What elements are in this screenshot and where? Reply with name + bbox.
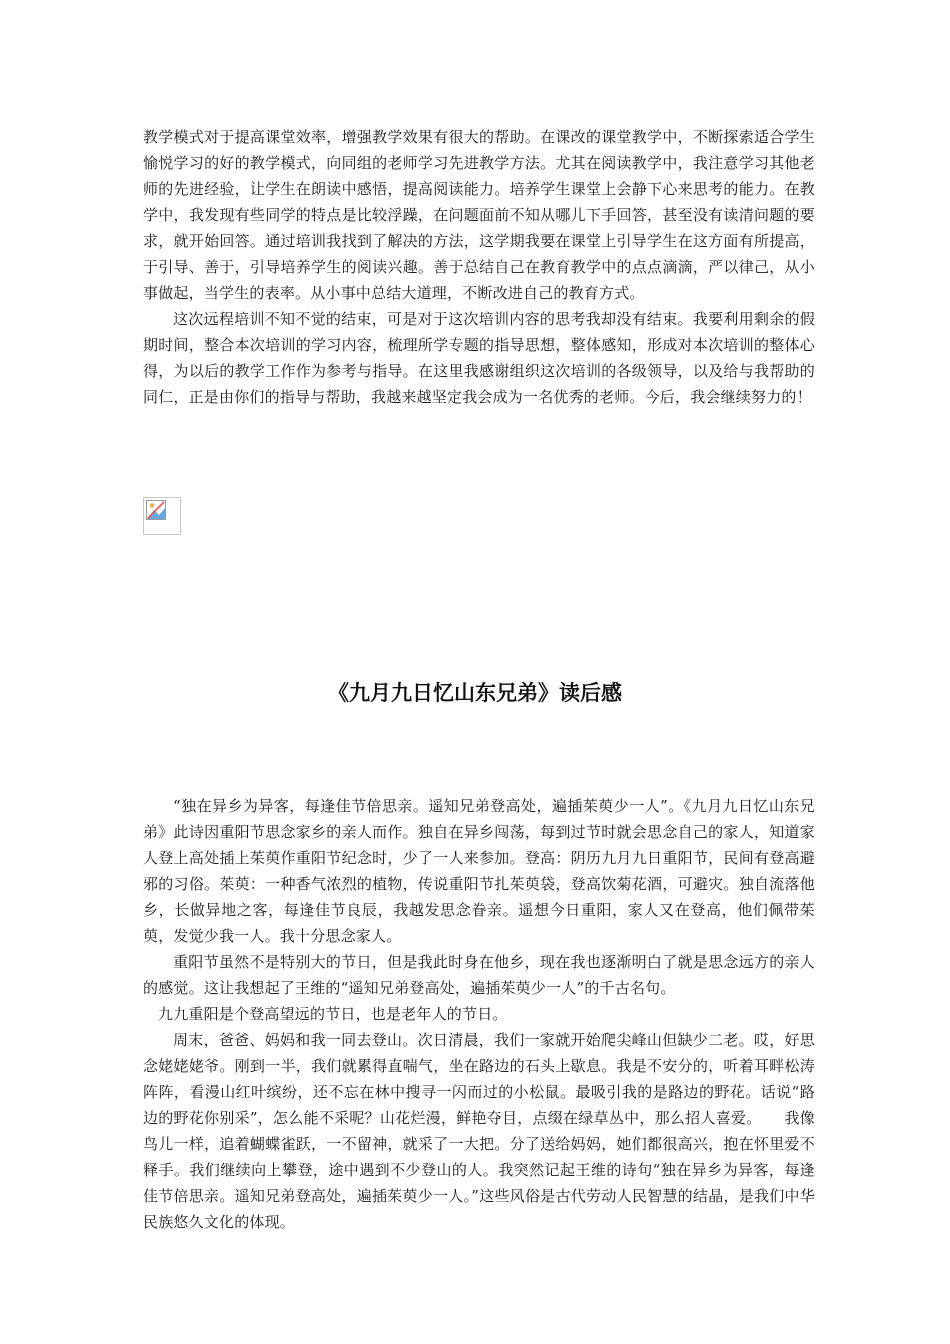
- paragraph-training-conclusion: 这次远程培训不知不觉的结束，可是对于这次培训内容的思考我却没有结束。我要利用剩余的假期时间，整合本次培训的学习内容，梳理所学专题的指导思想，整体感知，形成对本次培训的整体心得，为以后的教学工作作为参考与指导。在这里我感谢组织这次培训的各级领导，以及给与我帮助的同仁，正是由你们的指导与帮助，我越来越坚定我会成为一名优秀的老师。今后，我会继续努力的！: [143, 310, 815, 406]
- paragraph-teaching-mode: 教学模式对于提高课堂效率，增强教学效果有很大的帮助。在课改的课堂教学中，不断探索适合学生愉悦学习的好的教学模式，向同组的老师学习先进教学方法。尤其在阅读教学中，我注意学习其他老师的先进经验，让学生在朗读中感悟，提高阅读能力。培养学生课堂上会静下心来思考的能力。在教学中，我发现有些同学的特点是比较浮躁，在问题面前不知从哪儿下手回答，甚至没有读清问题的要求，就开始回答。通过培训我找到了解决的方法，这学期我要在课堂上引导学生在这方面有所提高，于引导、善于，引导培养学生的阅读兴趣。善于总结自己在教育教学中的点点滴滴，严以律己，从小事做起，当学生的表率。从小事中总结大道理，不断改进自己的教育方式。: [143, 128, 815, 302]
- essay-title: 《九月九日忆山东兄弟》读后感: [328, 681, 622, 705]
- broken-image-icon: [146, 500, 166, 520]
- paragraph-chongyang: 重阳节虽然不是特别大的节日，但是我此时身在他乡，现在我也逐渐明白了就是思念远方的亲人的感觉。这让我想起了王维的“遥知兄弟登高处，遍插茱萸少一人”的千古名句。: [143, 953, 815, 997]
- paragraph-poem-intro: “独在异乡为异客，每逢佳节倍思亲。遥知兄弟登高处，遍插茱萸少一人”。《九月九日忆山东兄弟》此诗因重阳节思念家乡的亲人而作。独自在异乡闯荡，每到过节时就会思念自己的家人，知道家人登上高处插上茱萸作重阳节纪念时，少了一人来参加。登高：阴历九月九日重阳节，民间有登高避邪的习俗。茱萸：一种香气浓烈的植物，传说重阳节扎茱萸袋，登高饮菊花酒，可避灾。独自流落他乡，长做异地之客，每逢佳节良辰，我越发思念眷亲。遥想今日重阳，家人又在登高，他们佩带茱萸，发觉少我一人。我十分思念家人。: [143, 797, 815, 945]
- essay-section: [143, 793, 815, 1235]
- broken-image-placeholder: [143, 497, 181, 535]
- paragraph-weekend-climb: 周末，爸爸、妈妈和我一同去登山。次日清晨，我们一家就开始爬尖峰山但缺少二老。哎，好思念姥姥姥爷。刚到一半，我们就累得直喘气，坐在路边的石头上歇息。我是不安分的，听着耳畔松涛阵阵，看漫山红叶缤纷，还不忘在林中搜寻一闪而过的小松鼠。最吸引我的是路边的野花。话说“路边的野花你别采”，怎么能不采呢？山花烂漫，鲜艳夺目，点缀在绿草丛中，那么招人喜爱。 我像鸟儿一样，追着蝴蝶雀跃，一不留神，就采了一大把。分了送给妈妈，她们都很高兴，抱在怀里爱不释手。我们继续向上攀登，途中遇到不少登山的人。我突然记起王维的诗句“独在异乡为异客，每逢佳节倍思亲。遥知兄弟登高处，遍插茱萸少一人。”这些风俗是古代劳动人民智慧的结晶，是我们中华民族悠久文化的体现。: [143, 1031, 815, 1231]
- top-section: [143, 124, 815, 410]
- paragraph-nine-nine: 九九重阳是个登高望远的节日，也是老年人的节日。: [158, 1005, 508, 1023]
